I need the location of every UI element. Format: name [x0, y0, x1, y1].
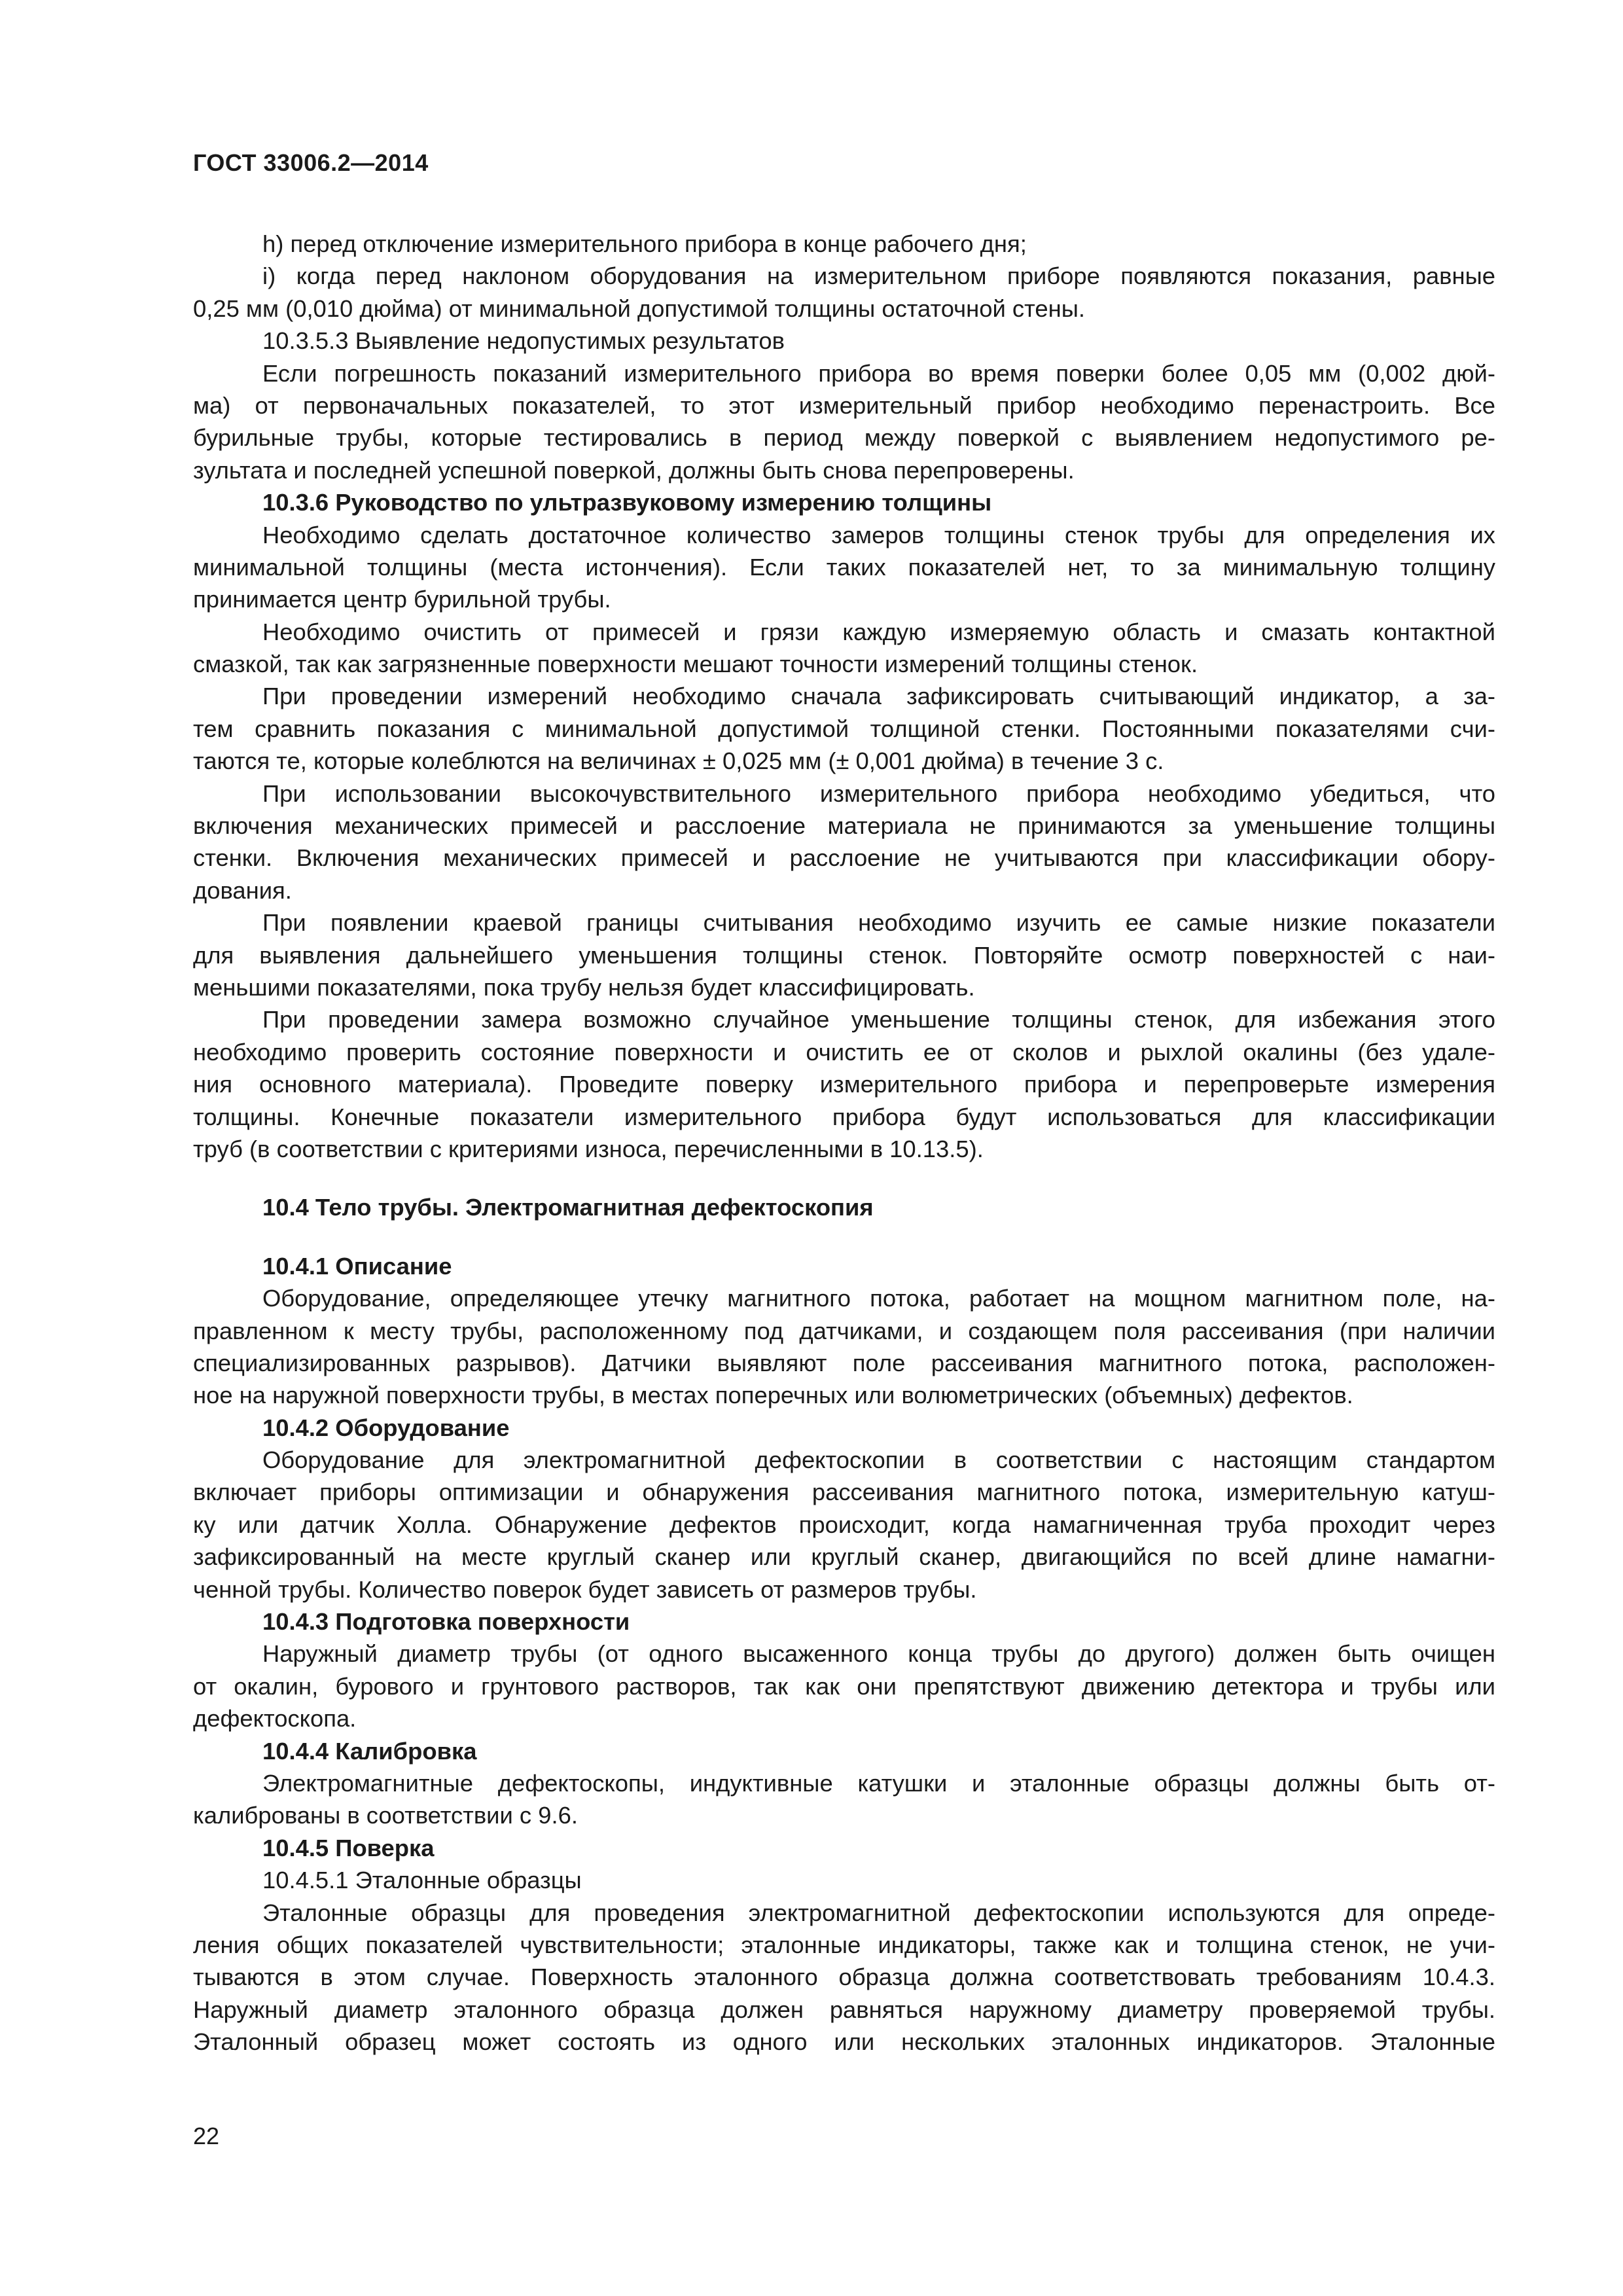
- text-line: h) перед отключение измерительного прибора в конце рабочего дня;: [262, 230, 1027, 257]
- section-heading-line: 10.4.5 Поверка: [262, 1834, 435, 1861]
- text-line: Оборудование для электромагнитной дефектоскопии в соответствии с настоящим стандартом: [262, 1446, 1495, 1474]
- page-number: 22: [193, 2123, 220, 2149]
- text-line: для выявления дальнейшего уменьшения толщины стенок. Повторяйте осмотр поверхностей с наи-: [193, 941, 1495, 969]
- section-heading-line: 10.4.3 Подготовка поверхности: [262, 1608, 630, 1636]
- section-heading-line: 10.4 Тело трубы. Электромагнитная дефектоскопия: [262, 1194, 874, 1221]
- text-line: правленном к месту трубы, расположенному под датчиками, и создающем поля рассеивания (при наличии: [193, 1317, 1495, 1344]
- text-line: стенки. Включения механических примесей и расслоение не учитываются при классификации обору-: [193, 844, 1495, 872]
- text-line: зультата и последней успешной поверкой, должны быть снова перепроверены.: [193, 456, 1075, 484]
- text-line: от окалин, бурового и грунтового растворов, так как они препятствуют движению детектора и трубы или: [193, 1672, 1495, 1700]
- text-line: Необходимо очистить от примесей и грязи каждую измеряемую область и смазать контактной: [262, 618, 1495, 645]
- section-heading-line: 10.4.2 Оборудование: [262, 1414, 510, 1441]
- text-line: 10.4.5.1 Эталонные образцы: [262, 1867, 582, 1894]
- text-line: принимается центр бурильной трубы.: [193, 586, 611, 613]
- text-line: ния основного материала). Проведите поверку измерительного прибора и перепроверьте измерения: [193, 1071, 1495, 1098]
- text-line: Эталонный образец может состоять из одного или нескольких эталонных индикаторов. Эталонные: [193, 2028, 1495, 2056]
- document-code-header: ГОСТ 33006.2—2014: [193, 149, 429, 176]
- section-heading-line: 10.4.1 Описание: [262, 1252, 452, 1280]
- text-line: ку или датчик Холла. Обнаружение дефектов происходит, когда намагниченная труба проходит через: [193, 1511, 1495, 1538]
- text-line: Наружный диаметр трубы (от одного высаженного конца трубы до другого) должен быть очищен: [262, 1640, 1495, 1668]
- text-line: 10.3.5.3 Выявление недопустимых результатов: [262, 327, 785, 355]
- text-line: Электромагнитные дефектоскопы, индуктивные катушки и эталонные образцы должны быть от-: [262, 1769, 1495, 1797]
- text-line: Оборудование, определяющее утечку магнитного потока, работает на мощном магнитном поле, на-: [262, 1285, 1495, 1312]
- text-line: включения механических примесей и расслоение материала не принимаются за уменьшение толщины: [193, 812, 1495, 840]
- text-line: При появлении краевой границы считывания необходимо изучить ее самые низкие показатели: [262, 909, 1495, 937]
- text-line: ления общих показателей чувствительности; эталонные индикаторы, также как и толщина стенок, не учи-: [193, 1931, 1495, 1958]
- text-line: смазкой, так как загрязненные поверхности мешают точности измерений толщины стенок.: [193, 651, 1198, 678]
- text-line: ма) от первоначальных показателей, то этот измерительный прибор необходимо перенастроить. Все: [193, 391, 1495, 419]
- text-line: зафиксированный на месте круглый сканер или круглый сканер, двигающийся по всей длине намагни-: [193, 1543, 1495, 1571]
- text-line: дефектоскопа.: [193, 1705, 357, 1732]
- text-line: При использовании высокочувствительного измерительного прибора необходимо убедиться, что: [262, 780, 1495, 807]
- section-heading-line: 10.4.4 Калибровка: [262, 1737, 477, 1765]
- text-line: бурильные трубы, которые тестировались в период между поверкой с выявлением недопустимого ре-: [193, 424, 1495, 452]
- text-line: необходимо проверить состояние поверхности и очистить ее от сколов и рыхлой окалины (без удале-: [193, 1038, 1495, 1066]
- document-body: [193, 228, 1495, 2058]
- text-line: меньшими показателями, пока трубу нельзя будет классифицировать.: [193, 973, 975, 1001]
- text-line: ное на наружной поверхности трубы, в местах поперечных или волюметрических (объемных) дефектов.: [193, 1382, 1353, 1409]
- text-line: Необходимо сделать достаточное количество замеров толщины стенок трубы для определения их: [262, 521, 1495, 548]
- section-heading-line: 10.3.6 Руководство по ультразвуковому измерению толщины: [262, 489, 992, 516]
- text-line: ченной трубы. Количество поверок будет зависеть от размеров трубы.: [193, 1575, 977, 1603]
- text-line: минимальной толщины (места истончения). Если таких показателей нет, то за минимальную толщину: [193, 553, 1495, 581]
- text-line: толщины. Конечные показатели измерительного прибора будут использоваться для классификации: [193, 1103, 1495, 1130]
- text-line: труб (в соответствии с критериями износа, перечисленными в 10.13.5).: [193, 1135, 984, 1162]
- text-line: включает приборы оптимизации и обнаружения рассеивания магнитного потока, измерительную катуш-: [193, 1479, 1495, 1506]
- text-line: тем сравнить показания с минимальной допустимой толщиной стенки. Постоянными показателями счи-: [193, 715, 1495, 742]
- text-line: При проведении измерений необходимо сначала зафиксировать считывающий индикатор, а за-: [262, 683, 1495, 710]
- text-line: Если погрешность показаний измерительного прибора во время поверки более 0,05 мм (0,002 дюй-: [262, 359, 1495, 387]
- text-line: таются те, которые колеблются на величинах ± 0,025 мм (± 0,001 дюйма) в течение 3 с.: [193, 747, 1164, 775]
- text-line: При проведении замера возможно случайное уменьшение толщины стенок, для избежания этого: [262, 1006, 1495, 1033]
- text-line: Наружный диаметр эталонного образца должен равняться наружному диаметру проверяемой трубы.: [193, 1996, 1495, 2023]
- text-line: тываются в этом случае. Поверхность эталонного образца должна соответствовать требованиям 10.4.3.: [193, 1964, 1495, 1991]
- text-line: 0,25 мм (0,010 дюйма) от минимальной допустимой толщины остаточной стены.: [193, 295, 1085, 322]
- text-line: i) когда перед наклоном оборудования на измерительном приборе появляются показания, равные: [262, 262, 1495, 290]
- text-line: калиброваны в соответствии с 9.6.: [193, 1802, 578, 1829]
- text-line: Эталонные образцы для проведения электромагнитной дефектоскопии используются для опреде-: [262, 1899, 1495, 1926]
- text-line: специализированных разрывов). Датчики выявляют поле рассеивания магнитного потока, расположен-: [193, 1349, 1495, 1376]
- text-line: дования.: [193, 876, 292, 904]
